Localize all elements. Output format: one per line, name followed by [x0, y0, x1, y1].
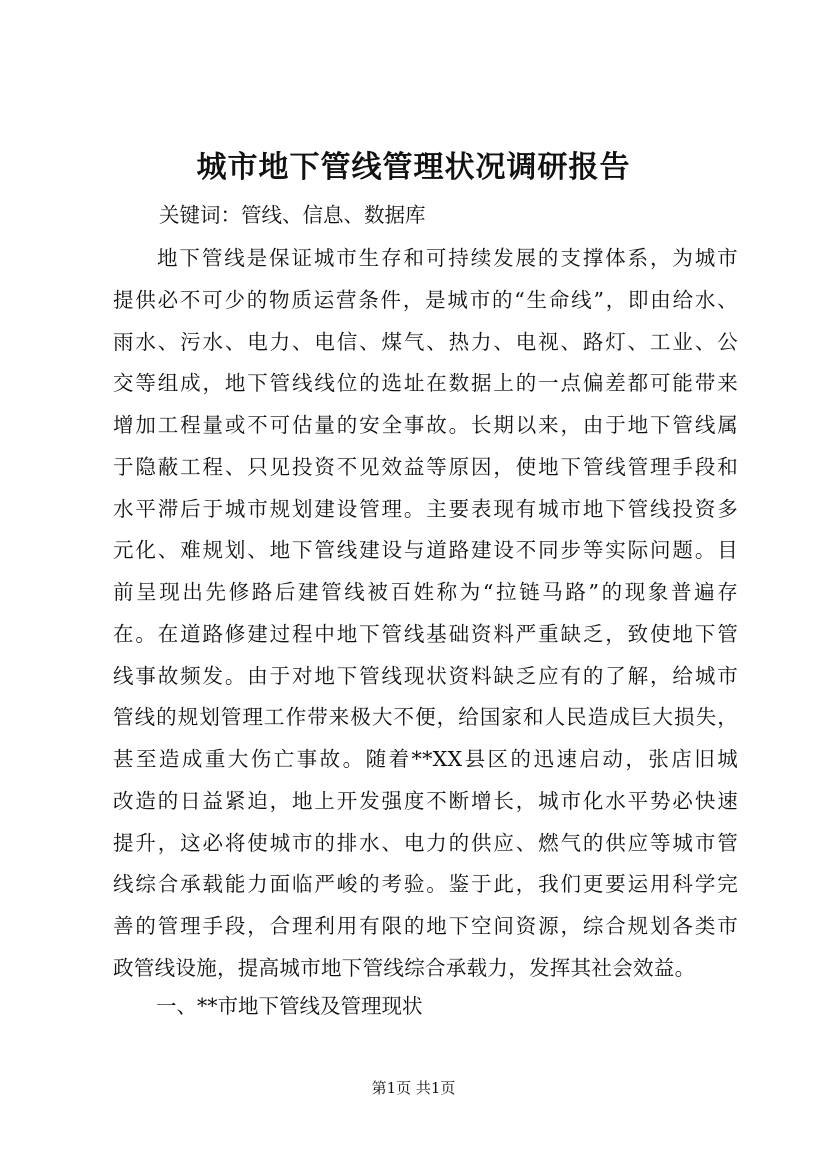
paragraph-line: 甚至造成重大伤亡事故。随着**XX县区的迅速启动，张店旧城: [113, 747, 738, 771]
paragraph-line: 水平滞后于城市规划建设管理。主要表现有城市地下管线投资多: [113, 496, 738, 521]
paragraph-line: 在。在道路修建过程中地下管线基础资料严重缺乏，致使地下管: [113, 621, 738, 646]
paragraph-line: 政管线设施，提高城市地下管线综合承载力，发挥其社会效益。: [113, 955, 696, 980]
paragraph-line: 元化、难规划、地下管线建设与道路建设不同步等实际问题。目: [113, 538, 738, 563]
paragraph-line: 线综合承载能力面临严峻的考验。鉴于此，我们更要运用科学完: [113, 872, 738, 897]
paragraph-line: 提升，这必将使城市的排水、电力的供应、燃气的供应等城市管: [113, 830, 738, 855]
paragraph-line: 管线的规划管理工作带来极大不便，给国家和人民造成巨大损失，: [113, 705, 738, 730]
paragraph-line: 提供必不可少的物质运营条件，是城市的“生命线”，即由给水、: [113, 287, 738, 312]
section-heading: 一、**市地下管线及管理现状: [156, 994, 423, 1018]
paragraph-line: 线事故频发。由于对地下管线现状资料缺乏应有的了解，给城市: [113, 663, 738, 688]
paragraph-line: 改造的日益紧迫，地上开发强度不断增长，城市化水平势必快速: [113, 788, 738, 813]
paragraph-line: 善的管理手段，合理利用有限的地下空间资源，综合规划各类市: [113, 914, 738, 938]
paragraph-line: 交等组成，地下管线线位的选址在数据上的一点偏差都可能带来: [113, 371, 738, 396]
document-title: 城市地下管线管理状况调研报告: [196, 150, 631, 185]
paragraph-line: 地下管线是保证城市生存和可持续发展的支撑体系，为城市: [157, 246, 738, 270]
paragraph-line: 于隐蔽工程、只见投资不见效益等原因，使地下管线管理手段和: [113, 454, 738, 479]
paragraph-line: 增加工程量或不可估量的安全事故。长期以来，由于地下管线属: [113, 413, 738, 437]
body-paragraph: [113, 238, 738, 990]
paragraph-line: 前呈现出先修路后建管线被百姓称为“拉链马路”的现象普遍存: [113, 580, 738, 604]
keywords-line: 关键词：管线、信息、数据库: [159, 203, 426, 227]
page-footer: 第1页 共1页: [371, 1079, 456, 1097]
paragraph-line: 雨水、污水、电力、电信、煤气、热力、电视、路灯、工业、公: [113, 329, 738, 354]
